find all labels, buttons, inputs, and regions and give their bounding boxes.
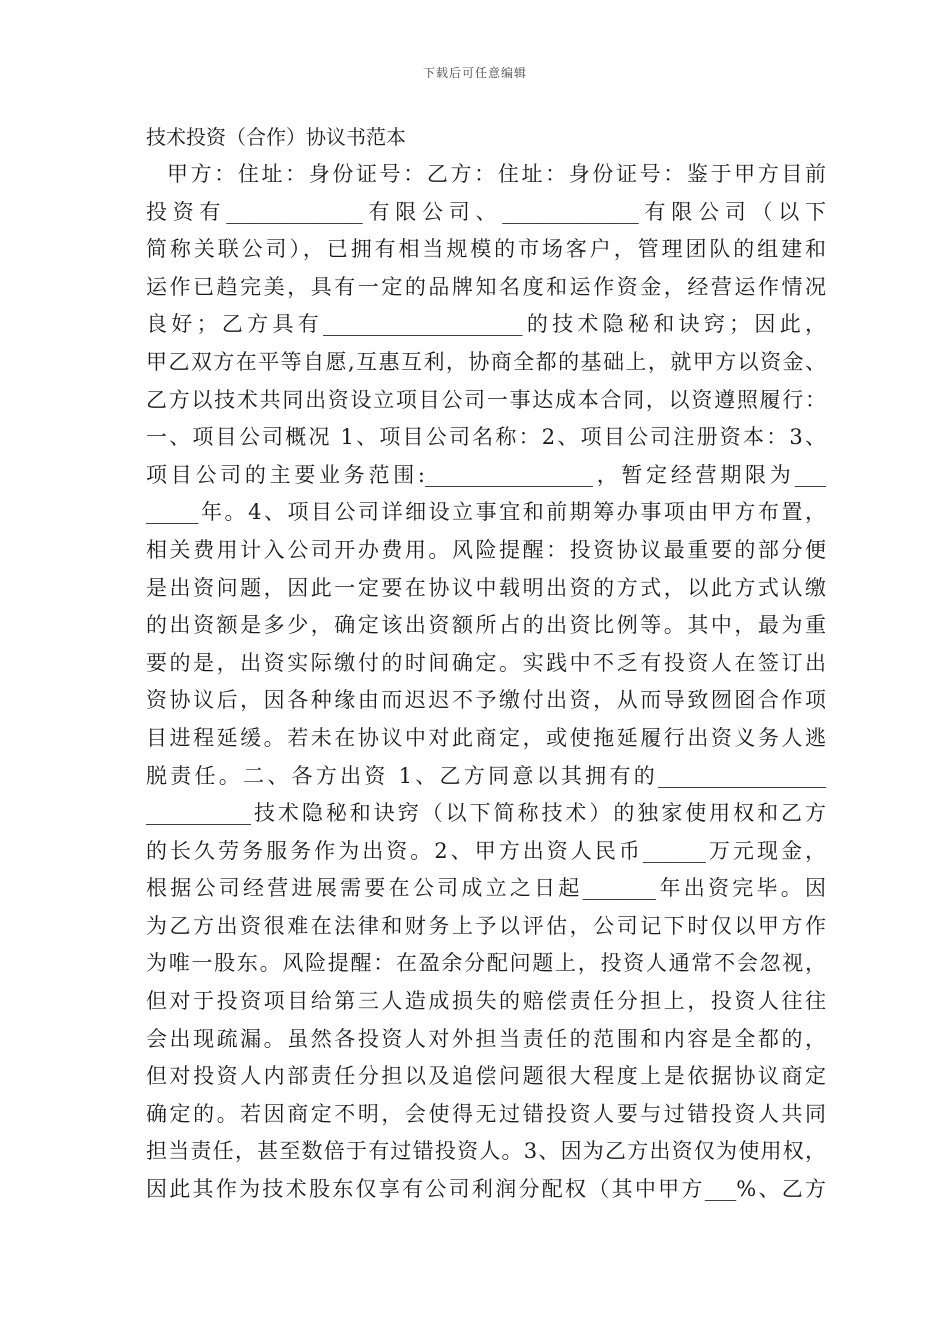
body-line: 脱责任。二、各方出资 1、乙方同意以其拥有的________________: [146, 763, 826, 788]
body-line: 一、项目公司概况 1、项目公司名称：2、项目公司注册资本：3、: [146, 425, 826, 450]
body-line: 但对于投资项目给第三人造成损失的赔偿责任分担上，投资人往往: [146, 989, 826, 1014]
body-line: 的出资额是多少，确定该出资额所占的出资比例等。其中，最为重: [146, 613, 826, 638]
body-line: 因此其作为技术股东仅享有公司利润分配权（其中甲方___%、乙方: [146, 1177, 826, 1202]
body-line: 根据公司经营进展需要在公司成立之日起_______年出资完毕。因: [146, 876, 826, 901]
body-line: 会出现疏漏。虽然各投资人对外担当责任的范围和内容是全都的，: [146, 1026, 826, 1051]
body-line: 的长久劳务服务作为出资。2、甲方出资人民币______万元现金，: [146, 838, 826, 863]
body-line: 相关费用计入公司开办费用。风险提醒：投资协议最重要的部分便: [146, 537, 826, 562]
body-line: 乙方以技术共同出资设立项目公司一事达成本合同，以资遵照履行：: [146, 387, 826, 412]
body-line: __________技术隐秘和诀窍（以下简称技术）的独家使用权和乙方: [146, 801, 826, 826]
page-header-note: 下载后可任意编辑: [422, 66, 527, 80]
body-line: 良好；乙方具有___________________的技术隐秘和诀窍；因此，: [146, 312, 826, 337]
body-line: 确定的。若因商定不明，会使得无过错投资人要与过错投资人共同: [146, 1101, 826, 1126]
body-line: 资协议后，因各种缘由而迟迟不予缴付出资，从而导致囫囵合作项: [146, 688, 826, 713]
body-line: 担当责任，甚至数倍于有过错投资人。3、因为乙方出资仅为使用权，: [146, 1139, 826, 1164]
body-line: 是出资问题，因此一定要在协议中载明出资的方式，以此方式认缴: [146, 575, 826, 600]
document-title: 技术投资（合作）协议书范本: [146, 125, 406, 149]
document-body: [146, 156, 826, 1209]
body-line: 目进程延缓。若未在协议中对此商定，或使拖延履行出资义务人逃: [146, 725, 826, 750]
body-line: 为乙方出资很难在法律和财务上予以评估，公司记下时仅以甲方作: [146, 913, 826, 938]
body-line: 要的是，出资实际缴付的时间确定。实践中不乏有投资人在签订出: [146, 650, 826, 675]
body-line: _____年。4、项目公司详细设立事宜和前期筹办事项由甲方布置，: [146, 500, 826, 525]
body-line: 项目公司的主要业务范围:________________，暂定经营期限为___: [146, 462, 826, 487]
body-line: 为唯一股东。风险提醒：在盈余分配问题上，投资人通常不会忽视，: [146, 951, 826, 976]
body-line: 运作已趋完美，具有一定的品牌知名度和运作资金，经营运作情况: [146, 274, 826, 299]
body-line: 简称关联公司），已拥有相当规模的市场客户，管理团队的组建和: [146, 237, 826, 262]
body-line: 甲乙双方在平等自愿,互惠互利，协商全都的基础上，就甲方以资金、: [146, 349, 826, 374]
body-line: 投资有_____________有限公司、_____________有限公司（以下: [146, 199, 826, 224]
body-line: 但对投资人内部责任分担以及追偿问题很大程度上是依据协议商定: [146, 1064, 826, 1089]
body-line: 甲方：住址：身份证号：乙方：住址：身份证号：鉴于甲方目前: [167, 162, 826, 186]
